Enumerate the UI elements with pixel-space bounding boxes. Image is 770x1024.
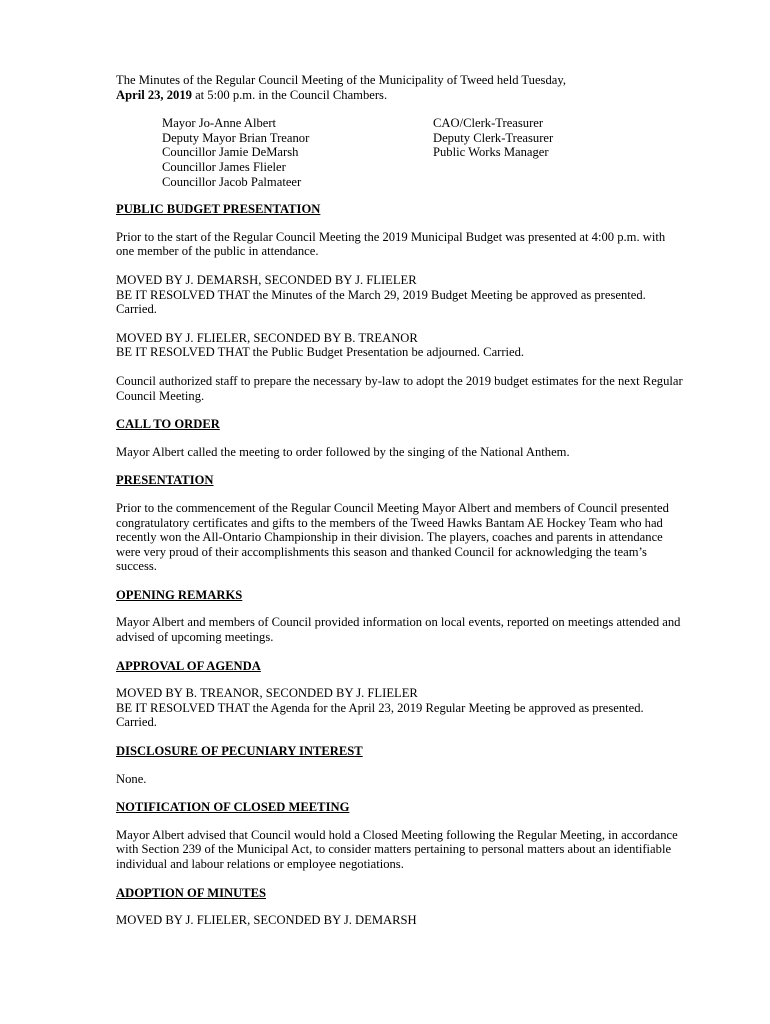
presentation-paragraph: Prior to the commencement of the Regular Council Meeting Mayor Albert and members of Council presented congratulatory certificates and gifts to the members of the Tweed Hawks Bantam AE Hockey Team who had recently won the All-Ontario Championship in their division. The players, coaches and parents in attendance were very proud of their accomplishments this season and thanked Council for acknowledging the team’s success. (116, 500, 669, 574)
agenda-motion (116, 686, 686, 730)
motion-resolved: BE IT RESOLVED THAT the Minutes of the March 29, 2019 Budget Meeting be approved as presented. Carried. (116, 287, 646, 317)
staff-attendee: CAO/Clerk-Treasurer (433, 116, 544, 131)
call-to-order-paragraph: Mayor Albert called the meeting to order followed by the singing of the National Anthem. (116, 444, 570, 459)
section-heading-approval-agenda: APPROVAL OF AGENDA (116, 658, 261, 673)
budget-paragraph-2: Council authorized staff to prepare the necessary by-law to adopt the 2019 budget estimates for the next Regular Council Meeting. (116, 373, 683, 403)
attendee: Mayor Jo-Anne Albert (162, 116, 277, 131)
council-members (162, 116, 309, 189)
section-heading-opening-remarks: OPENING REMARKS (116, 587, 243, 602)
motion-resolved: BE IT RESOLVED THAT the Public Budget Presentation be adjourned. Carried. (116, 345, 525, 360)
budget-motion-1 (116, 273, 686, 317)
section-heading-presentation: PRESENTATION (116, 473, 214, 488)
attendee-list (162, 116, 686, 190)
intro-text: The Minutes of the Regular Council Meeting of the Municipality of Tweed held Tuesday, (116, 73, 566, 87)
meeting-date: April 23, 2019 (116, 87, 192, 102)
closed-meeting-paragraph: Mayor Albert advised that Council would hold a Closed Meeting following the Regular Meeting, in accordance with Section 239 of the Municipal Act, to consider matters pertaining to personal matters about an identifiable individual and labour relations or employee negotiations. (116, 827, 678, 871)
motion-moved: MOVED BY J. FLIELER, SECONDED BY B. TREANOR (116, 330, 418, 345)
staff-attendee: Public Works Manager (433, 145, 549, 160)
section-heading-adoption-minutes: ADOPTION OF MINUTES (116, 885, 266, 900)
attendee: Councillor Jacob Palmateer (162, 174, 302, 189)
staff-members (433, 116, 553, 160)
disclosure-paragraph: None. (116, 771, 147, 786)
motion-resolved: BE IT RESOLVED THAT the Agenda for the April 23, 2019 Regular Meeting be approved as presented. Carried. (116, 700, 644, 730)
budget-motion-2 (116, 331, 686, 360)
adoption-motion-moved: MOVED BY J. FLIELER, SECONDED BY J. DEMARSH (116, 913, 417, 928)
section-heading-disclosure: DISCLOSURE OF PECUNIARY INTEREST (116, 744, 363, 759)
section-heading-call-to-order: CALL TO ORDER (116, 417, 220, 432)
attendee: Deputy Mayor Brian Treanor (162, 130, 310, 145)
opening-remarks-paragraph: Mayor Albert and members of Council provided information on local events, reported on meetings attended and advised of upcoming meetings. (116, 615, 681, 645)
intro-paragraph (116, 73, 686, 102)
budget-paragraph: Prior to the start of the Regular Council Meeting the 2019 Municipal Budget was presented at 4:00 p.m. with one member of the public in attendance. (116, 229, 666, 259)
staff-attendee: Deputy Clerk-Treasurer (433, 130, 554, 145)
minutes-body (116, 73, 686, 942)
motion-moved: MOVED BY J. DEMARSH, SECONDED BY J. FLIELER (116, 272, 417, 287)
intro-time-location: at 5:00 p.m. in the Council Chambers. (191, 87, 388, 102)
attendee: Councillor James Flieler (162, 159, 286, 174)
attendee: Councillor Jamie DeMarsh (162, 145, 299, 160)
section-heading-closed-meeting: NOTIFICATION OF CLOSED MEETING (116, 800, 350, 815)
motion-moved: MOVED BY B. TREANOR, SECONDED BY J. FLIELER (116, 686, 418, 701)
section-heading-budget: PUBLIC BUDGET PRESENTATION (116, 202, 321, 217)
